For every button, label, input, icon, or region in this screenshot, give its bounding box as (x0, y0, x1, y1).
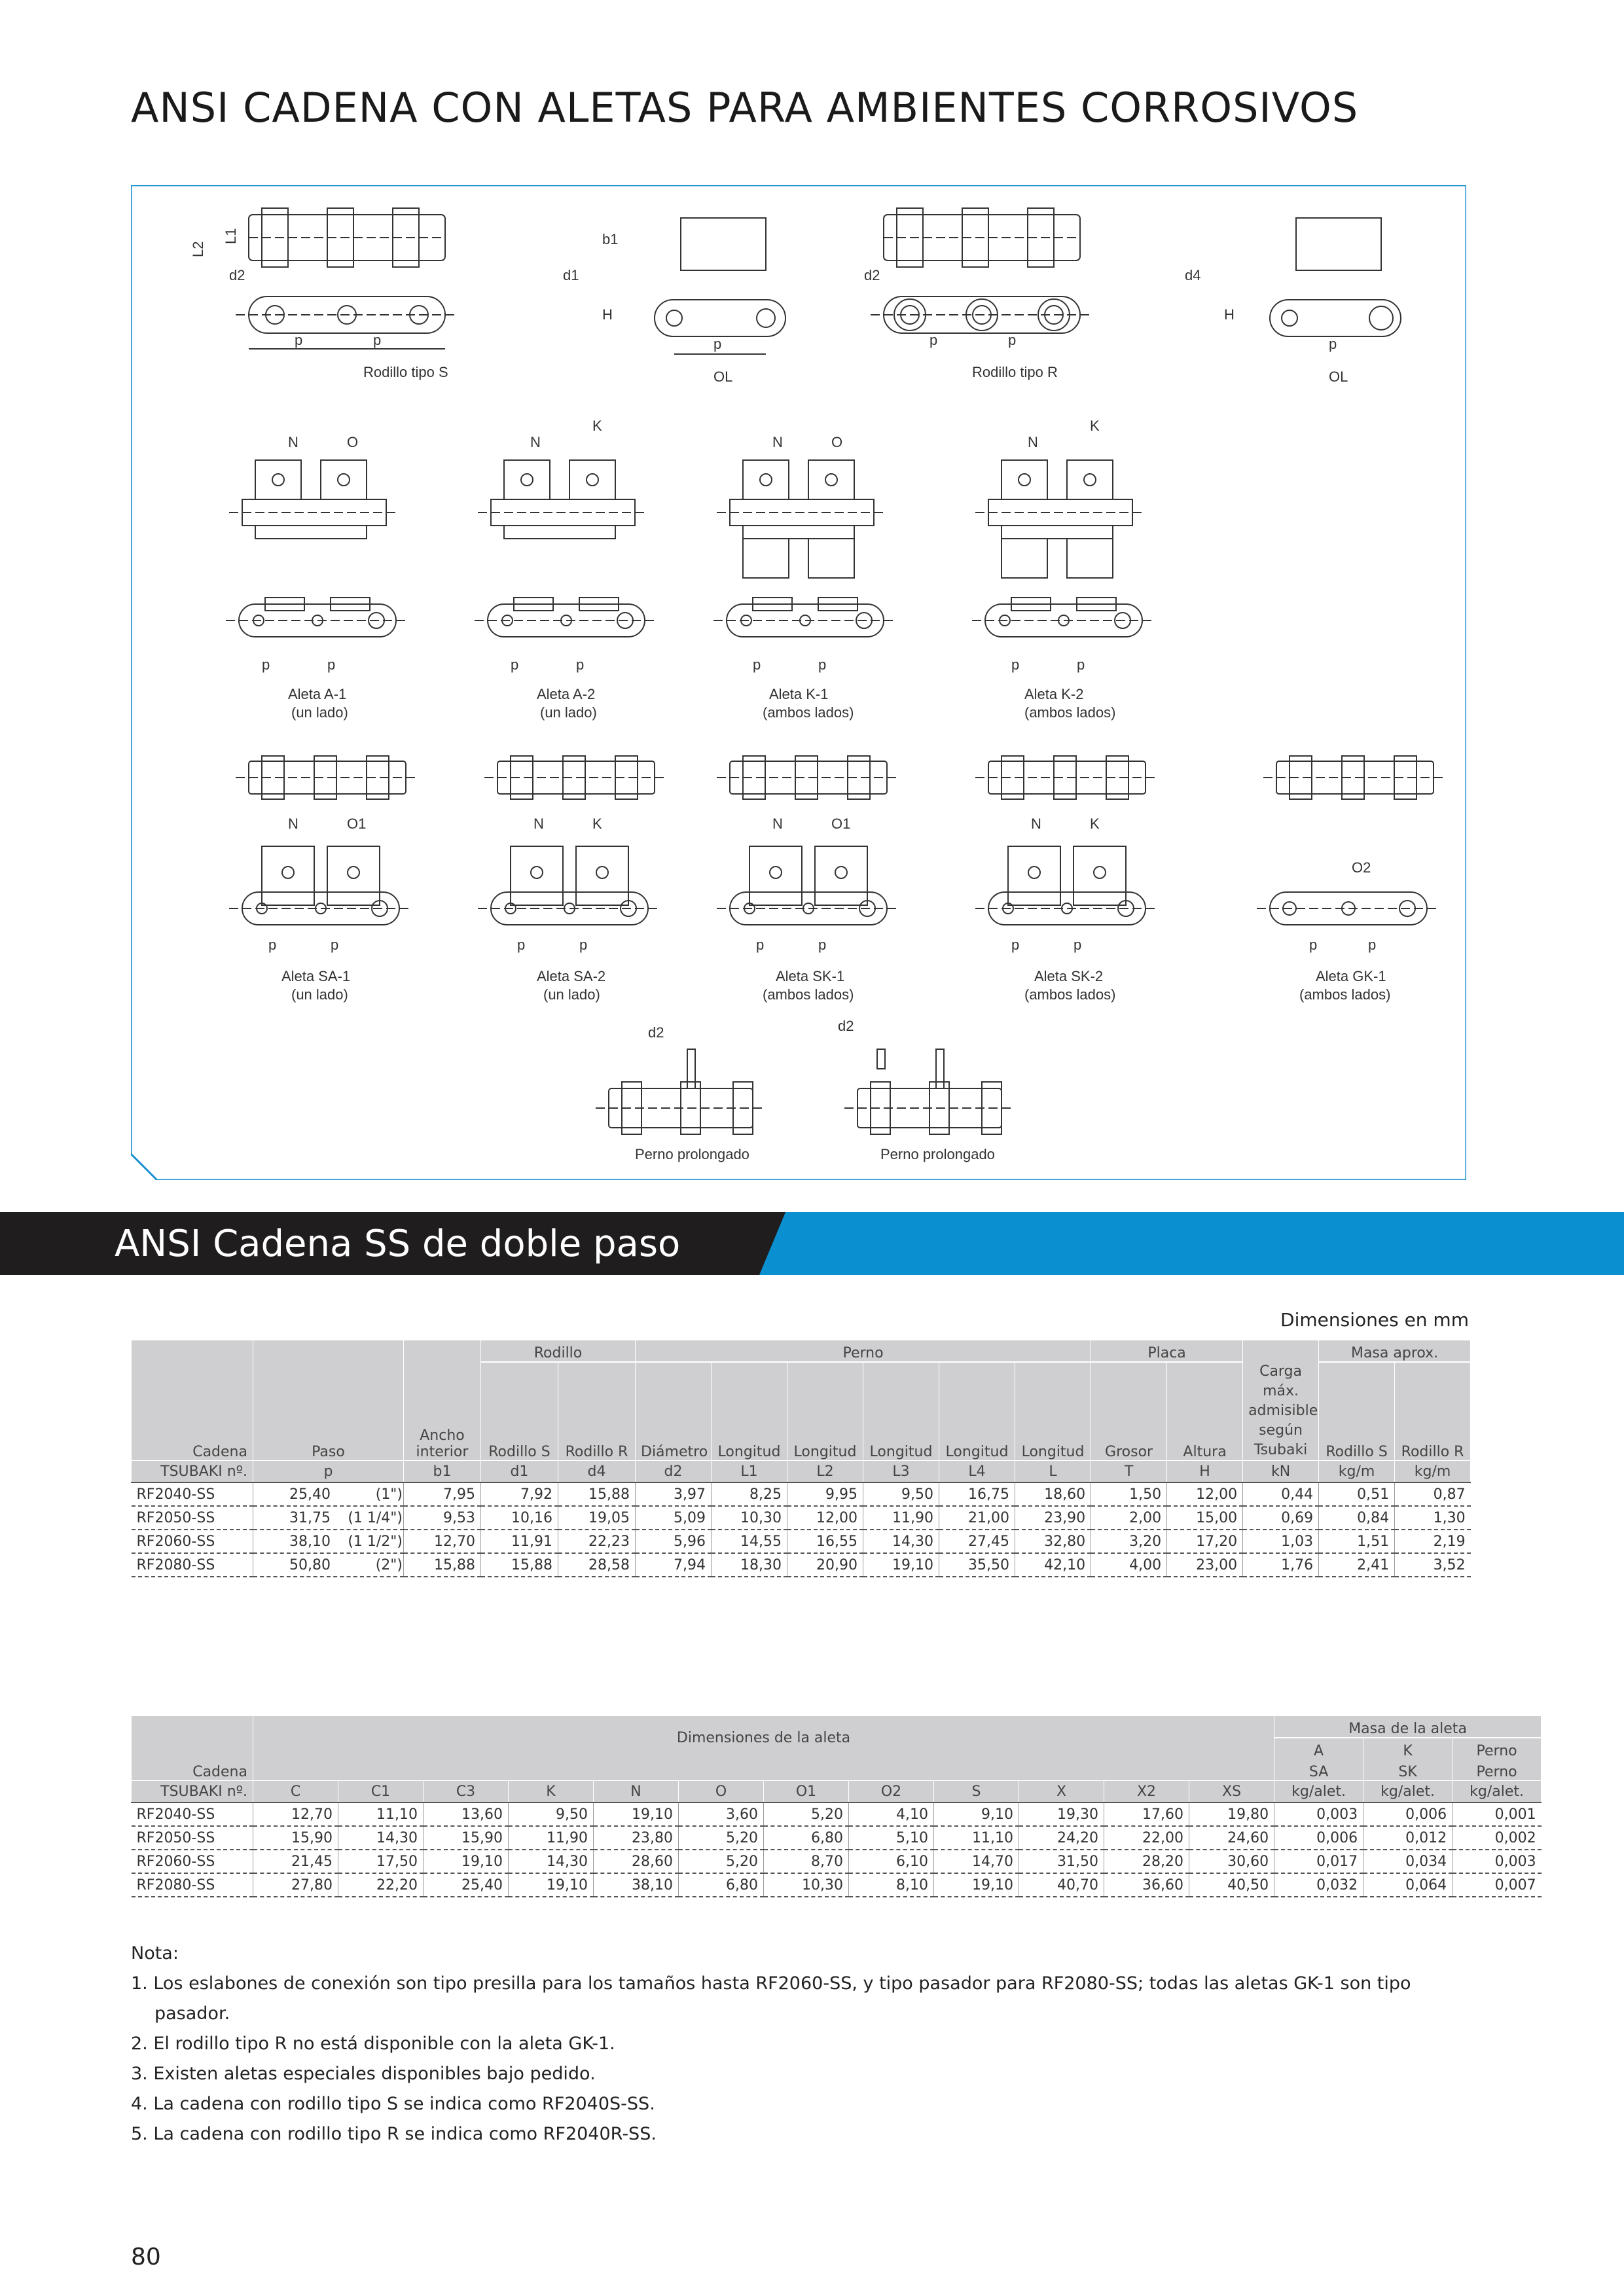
svg-text:Aleta A-2: Aleta A-2 (537, 686, 596, 702)
svg-text:p: p (511, 656, 519, 673)
svg-text:p: p (517, 937, 526, 953)
svg-text:p: p (929, 332, 938, 348)
note-1-cont: pasador. (154, 2003, 230, 2024)
svg-text:O: O (831, 434, 843, 450)
roller-r-drawing (864, 208, 1235, 380)
svg-text:N: N (530, 434, 541, 450)
section-title: ANSI Cadena SS de doble paso (115, 1223, 681, 1265)
svg-text:N: N (772, 816, 783, 832)
svg-text:p: p (576, 656, 585, 673)
aleta-a2 (475, 418, 658, 721)
extended-pin-2 (838, 1018, 1015, 1162)
aleta-k1 (713, 434, 897, 721)
svg-text:d1: d1 (563, 267, 579, 283)
table-row: RF2050-SS 31,75 (1 1/4") 9,53 10,16 19,05 5,09 10,30 12,00 11,90 21,00 23,90 2,00 15,00 0,69 0,84 1,30 (132, 1506, 1471, 1530)
svg-text:p: p (331, 937, 339, 953)
svg-text:(ambos lados): (ambos lados) (1299, 986, 1391, 1003)
note-5: 5. La cadena con rodillo tipo R se indica como RF2040R-SS. (131, 2124, 657, 2144)
ol-label-2: OL (1329, 368, 1348, 385)
svg-text:(ambos lados): (ambos lados) (763, 986, 854, 1003)
svg-text:(ambos lados): (ambos lados) (763, 704, 854, 721)
svg-text:p: p (327, 656, 336, 673)
svg-text:(ambos lados): (ambos lados) (1024, 986, 1116, 1003)
aleta-sk2 (975, 816, 1159, 1003)
svg-text:p: p (262, 656, 270, 673)
svg-text:p: p (1008, 332, 1017, 348)
svg-text:L1: L1 (223, 228, 239, 244)
extended-pin-1 (596, 1024, 766, 1162)
svg-text:p: p (1074, 937, 1082, 953)
chain-dimensions-table: Rodillo Perno Placa Masa aprox. Cadena Paso Ancho interior Rodillo S Rodillo R Diámetro Longitud Longitud Longitud Longitud Longitud Grosor Altura Carga máx. admisible según Tsubaki Rodillo S Rodillo R TSUBAKI nº. p b1 d1 d4 d2 L1 L2 L3 L4 L T H kN kg/m kg/m RF2040-SS 25,40 (1") 7,95 7,92 15,88 3,97 8,25 9,95 9,50 16,75 18,60 1,50 12,00 0,44 0,51 0,87 RF2050-SS 31,75 (1 1/4") 9,53 10,16 19,05 5,09 10,30 12,00 11,90 21,00 23,90 2,00 15,00 0,69 0,84 1,30 RF2060-SS 38,10 (1 1/2") 12,70 11,91 22,23 5,96 14,55 16,55 14,30 27,45 32,80 3,20 17,20 1,03 1,51 2,19 RF2080-SS 50,80 (2") 15,88 15,88 28,58 7,94 18,30 20,90 19,10 35,50 42,10 4,00 23,00 1,76 2,41 3,52 (131, 1340, 1471, 1577)
svg-text:K: K (592, 816, 602, 832)
svg-text:Aleta A-1: Aleta A-1 (288, 686, 347, 702)
table-row: RF2060-SS 21,45 17,50 19,10 14,30 28,60 5,20 8,70 6,10 14,70 31,50 28,20 30,60 0,017 0,034 0,003 (132, 1850, 1542, 1873)
svg-text:p: p (1309, 937, 1318, 953)
technical-drawings (131, 185, 1466, 1180)
page-number: 80 (131, 2244, 161, 2270)
aleta-k2 (972, 418, 1155, 721)
svg-text:p: p (1011, 937, 1020, 953)
svg-text:p: p (373, 332, 382, 348)
ol-drawing-1 (655, 218, 785, 385)
svg-text:H: H (1224, 306, 1235, 323)
svg-text:b1: b1 (602, 231, 619, 247)
svg-text:p: p (1329, 336, 1337, 352)
table-row: RF2040-SS 12,70 11,10 13,60 9,50 19,10 3,60 5,20 4,10 9,10 19,30 17,60 19,80 0,003 0,006 0,001 (132, 1803, 1542, 1826)
svg-text:p: p (756, 937, 765, 953)
svg-text:Aleta K-1: Aleta K-1 (769, 686, 829, 702)
notes (131, 1939, 1434, 2149)
units-note: Dimensiones en mm (1280, 1309, 1469, 1331)
svg-text:p: p (579, 937, 588, 953)
roller-r-label: Rodillo tipo R (972, 364, 1058, 380)
svg-text:p: p (1368, 937, 1377, 953)
ol-label-1: OL (713, 368, 733, 385)
note-4: 4. La cadena con rodillo tipo S se indica como RF2040S-SS. (131, 2094, 655, 2114)
svg-text:O1: O1 (347, 816, 367, 832)
page-title: ANSI CADENA CON ALETAS PARA AMBIENTES CORROSIVOS (131, 84, 1359, 132)
aleta-a1 (226, 434, 409, 721)
svg-text:Aleta SA-2: Aleta SA-2 (537, 968, 606, 984)
svg-text:d2: d2 (229, 267, 245, 283)
svg-text:Aleta GK-1: Aleta GK-1 (1316, 968, 1386, 984)
svg-text:K: K (1090, 816, 1100, 832)
svg-text:H: H (602, 306, 613, 323)
svg-text:Aleta SK-1: Aleta SK-1 (776, 968, 845, 984)
svg-text:p: p (1011, 656, 1020, 673)
svg-text:(ambos lados): (ambos lados) (1024, 704, 1116, 721)
note-3: 3. Existen aletas especiales disponibles bajo pedido. (131, 2064, 596, 2084)
svg-text:(un lado): (un lado) (543, 986, 600, 1003)
svg-text:d4: d4 (1185, 267, 1201, 283)
svg-text:p: p (818, 937, 827, 953)
svg-text:N: N (1028, 434, 1038, 450)
svg-text:d2: d2 (838, 1018, 854, 1034)
svg-text:N: N (288, 434, 298, 450)
roller-s-drawing (190, 208, 618, 380)
aleta-sa2 (478, 816, 661, 1003)
roller-s-label: Rodillo tipo S (363, 364, 448, 380)
svg-text:K: K (592, 418, 602, 434)
table-row: RF2080-SS 27,80 22,20 25,40 19,10 38,10 6,80 10,30 8,10 19,10 40,70 36,60 40,50 0,032 0,064 0,007 (132, 1873, 1542, 1897)
svg-text:p: p (1077, 656, 1085, 673)
svg-text:p: p (295, 332, 303, 348)
svg-text:Aleta SA-1: Aleta SA-1 (281, 968, 351, 984)
svg-text:L2: L2 (190, 241, 206, 257)
svg-text:Perno prolongado: Perno prolongado (635, 1146, 749, 1162)
attachment-dimensions-table: Dimensiones de la aleta Masa de la aleta A K Perno Cadena SA SK Perno TSUBAKI nº. C C1 C3 K N O O1 O2 S X X2 XS kg/alet. kg/alet. kg/alet. RF2040-SS 12,70 11,10 13,60 9,50 19,10 3,60 5,20 4,10 9,10 19,30 17,60 19,80 0,003 0,006 0,001 RF2050-SS 15,90 14,30 15,90 11,90 23,80 5,20 6,80 5,10 11,10 24,20 22,00 24,60 0,006 0,012 0,002 RF2060-SS 21,45 17,50 19,10 14,30 28,60 5,20 8,70 6,10 14,70 31,50 28,20 30,60 0,017 0,034 0,003 RF2080-SS 27,80 22,20 25,40 19,10 38,10 6,80 10,30 8,10 19,10 40,70 36,60 40,50 0,032 0,064 0,007 (131, 1716, 1542, 1897)
table-row: RF2080-SS 50,80 (2") 15,88 15,88 28,58 7,94 18,30 20,90 19,10 35,50 42,10 4,00 23,00 1,76 2,41 3,52 (132, 1553, 1471, 1577)
table-row: RF2040-SS 25,40 (1") 7,95 7,92 15,88 3,97 8,25 9,95 9,50 16,75 18,60 1,50 12,00 0,44 0,51 0,87 (132, 1482, 1471, 1506)
svg-text:N: N (288, 816, 298, 832)
svg-text:Aleta SK-2: Aleta SK-2 (1034, 968, 1104, 984)
svg-text:N: N (533, 816, 544, 832)
svg-text:Aleta K-2: Aleta K-2 (1024, 686, 1084, 702)
svg-text:Perno prolongado: Perno prolongado (880, 1146, 995, 1162)
table-row: RF2060-SS 38,10 (1 1/2") 12,70 11,91 22,23 5,96 14,55 16,55 14,30 27,45 32,80 3,20 17,20 1,03 1,51 2,19 (132, 1530, 1471, 1553)
table-row: RF2050-SS 15,90 14,30 15,90 11,90 23,80 5,20 6,80 5,10 11,10 24,20 22,00 24,60 0,006 0,012 0,002 (132, 1826, 1542, 1850)
ol-drawing-2 (1270, 218, 1401, 385)
note-1: 1. Los eslabones de conexión son tipo presilla para los tamaños hasta RF2060-SS, y tipo pasador para RF2080-SS; todas las aletas GK-1 son tipo (131, 1973, 1411, 1994)
note-2: 2. El rodillo tipo R no está disponible con la aleta GK-1. (131, 2034, 615, 2054)
svg-text:(un lado): (un lado) (540, 704, 597, 721)
svg-text:(un lado): (un lado) (291, 704, 348, 721)
svg-text:p: p (713, 336, 722, 352)
svg-text:N: N (1031, 816, 1041, 832)
svg-text:N: N (772, 434, 783, 450)
svg-text:(un lado): (un lado) (291, 986, 348, 1003)
notes-title: Nota: (131, 1943, 179, 1964)
svg-text:O: O (347, 434, 359, 450)
svg-text:p: p (818, 656, 827, 673)
svg-text:d2: d2 (864, 267, 880, 283)
svg-text:p: p (753, 656, 761, 673)
svg-text:K: K (1090, 418, 1100, 434)
svg-text:p: p (268, 937, 277, 953)
svg-text:d2: d2 (648, 1024, 664, 1041)
svg-text:O1: O1 (831, 816, 851, 832)
svg-text:O2: O2 (1352, 859, 1371, 876)
aleta-gk1 (1257, 859, 1440, 1003)
aleta-sa1 (229, 816, 412, 1003)
aleta-sk1 (717, 816, 900, 1003)
